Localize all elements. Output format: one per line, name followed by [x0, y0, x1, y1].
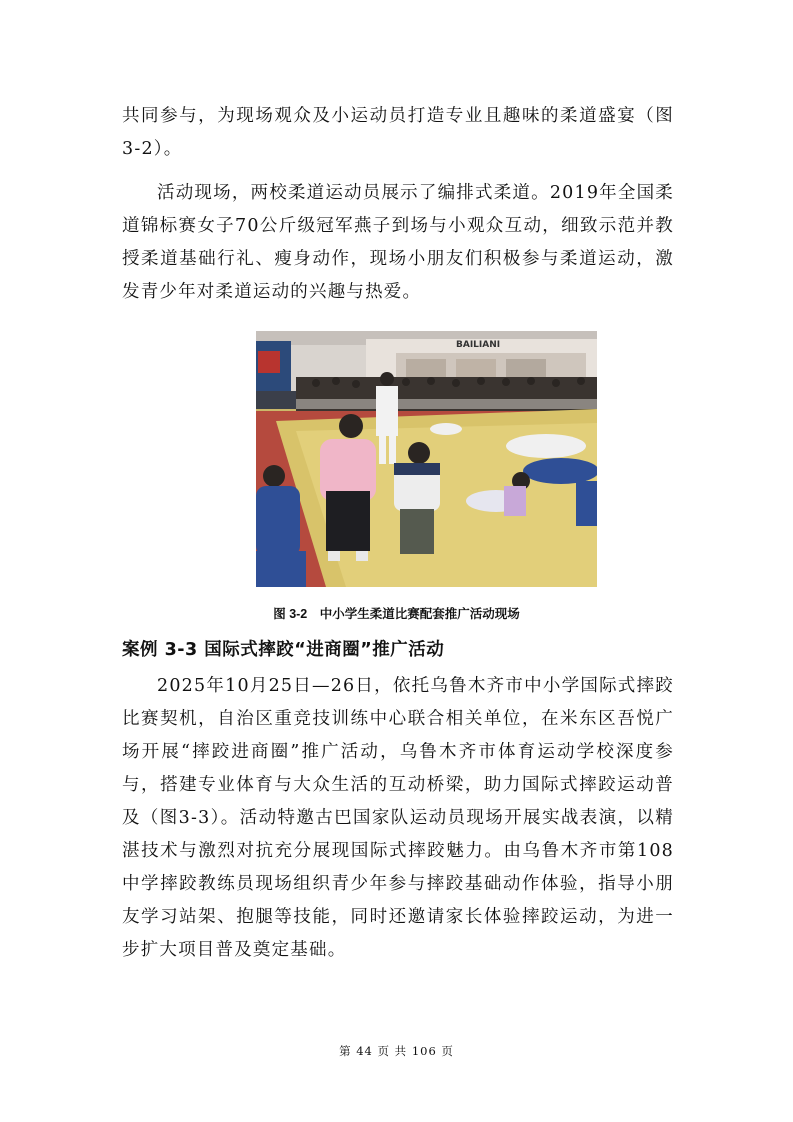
page-footer: 第 44 页 共 106 页: [339, 1044, 454, 1058]
paragraph-wrestling-event: 2025年10月25日—26日，依托乌鲁木齐市中小学国际式摔跤比赛契机，自治区重竞技训练中心联合相关单位，在米东区吾悦广场开展“摔跤进商圈”推广活动，乌鲁木齐市体育运动学校深度参与，搭建专业体育与大众生活的互动桥梁，助力国际式摔跤运动普及（图3-3）。活动特邀古巴国家队运动员现场开展实战表演，以精湛技术与激烈对抗充分展现国际式摔跤魅力。由乌鲁木齐市第108中学摔跤教练员现场组织青少年参与摔跤基础动作体验，指导小朋友学习站架、抱腿等技能，同时还邀请家长体验摔跤运动，为进一步扩大项目普及奠定基础。: [122, 676, 674, 960]
figure-caption: 图 3-2 中小学生柔道比赛配套推广活动现场: [273, 607, 520, 621]
store-sign: BAILIANI: [456, 340, 501, 350]
event-photo-illustration: [256, 331, 597, 587]
paragraph-continuation: 共同参与，为现场观众及小运动员打造专业且趣味的柔道盛宴（图3-2）。: [122, 106, 674, 159]
event-photo: [256, 331, 597, 587]
paragraph-event-scene: 活动现场，两校柔道运动员展示了编排式柔道。2019年全国柔道锦标赛女子70公斤级冠军燕子到场与小观众互动，细致示范并教授柔道基础行礼、瘦身动作，现场小朋友们积极参与柔道运动，激发青少年对柔道运动的兴趣与热爱。: [122, 183, 674, 302]
section-heading: 案例 3-3 国际式摔跤“进商圈”推广活动: [122, 640, 445, 660]
